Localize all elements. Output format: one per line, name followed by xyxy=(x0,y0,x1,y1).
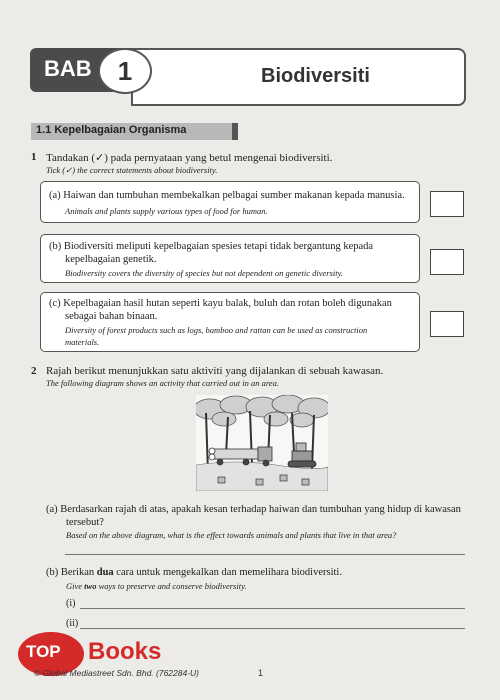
answer-label-ii: (ii) xyxy=(66,618,79,629)
statement-b-english: Biodiversity covers the diversity of species but not dependent on genetic diversity. xyxy=(65,268,344,278)
answer-line-2b-ii[interactable] xyxy=(80,628,465,629)
question-2a-text: (a) Berdasarkan rajah di atas, apakah kesan terhadap haiwan dan tumbuhan yang hidup di kawasan xyxy=(46,504,461,515)
question-number: 2 xyxy=(31,365,37,377)
statement-a-text: (a) Haiwan dan tumbuhan membekalkan pelbagai sumber makanan kepada manusia. xyxy=(49,190,405,201)
statement-c-text-2: sebagai bahan binaan. xyxy=(65,311,158,322)
tick-box-a[interactable] xyxy=(430,191,464,217)
worksheet-page: BAB 1 Biodiversiti 1.1 Kepelbagaian Organisma 1 Tandakan (✓) pada pernyataan yang betul mengenai biodiversiti. Tick (✓) the correct statements about biodiversity. (a) Haiwan dan tumbuhan membekalkan pelbagai sumber makanan kepada manusia. Animals and plants supply various types of food for human. (b) Biodiversiti meliputi kepelbagaian spesies tetapi tidak bergantung kepada kepelbagaian genetik. Biodiversity covers the diversity of species but not dependent on genetic diversity. (c) Kepelbagaian hasil hutan seperti kayu balak, buluh dan rotan boleh digunakan sebagai bahan binaan. Diversity of forest products such as logs, bamboo and rattan can be used as construction materials. 2 Rajah berikut menunjukkan satu aktiviti yang dijalankan di sebuah kawasan. The following diagram shows an activity that carried out in an area. (a) Berdasarkan rajah di atas, apakah kesan terhadap haiwan dan tumbuhan yang hidup di kawasan tersebut? Based on the above diagram, what is the effect towards animals and plants that live in that area? (b) Berikan dua cara untuk mengekalkan dan memelihara biodiversiti. Give two ways to preserve and conserve biodiversity. (i) (ii) TOP Books © Global Mediastreet Sdn. Bhd. (762284-U) 1 xyxy=(0,0,500,700)
tick-box-c[interactable] xyxy=(430,311,464,337)
section-title: 1.1 Kepelbagaian Organisma xyxy=(36,124,187,136)
answer-label-i: (i) xyxy=(66,598,76,609)
copyright: © Global Mediastreet Sdn. Bhd. (762284-U) xyxy=(34,668,200,678)
question-number: 1 xyxy=(31,151,37,163)
question-prompt: Rajah berikut menunjukkan satu aktiviti yang dijalankan di sebuah kawasan. xyxy=(46,365,384,377)
question-prompt: Tandakan (✓) pada pernyataan yang betul mengenai biodiversiti. xyxy=(46,152,333,164)
statement-b-box xyxy=(40,234,420,283)
chapter-label: BAB xyxy=(44,56,92,81)
question-2b-english: Give two ways to preserve and conserve biodiversity. xyxy=(66,581,247,591)
question-prompt-english: The following diagram shows an activity that carried out in an area. xyxy=(46,378,279,388)
chapter-title: Biodiversiti xyxy=(261,65,370,87)
statement-c-english-2: materials. xyxy=(65,337,100,347)
statement-c-text: (c) Kepelbagaian hasil hutan seperti kayu balak, buluh dan rotan boleh digunakan xyxy=(49,298,392,309)
question-prompt-english: Tick (✓) the correct statements about biodiversity. xyxy=(46,165,218,175)
statement-a-box xyxy=(40,181,420,223)
statement-a-english: Animals and plants supply various types of food for human. xyxy=(65,206,268,216)
statement-b-text: (b) Biodiversiti meliputi kepelbagaian spesies tetapi tidak bergantung kepada xyxy=(49,241,374,252)
chapter-number: 1 xyxy=(98,48,152,94)
question-2a-english: Based on the above diagram, what is the effect towards animals and plants that live in that area? xyxy=(66,530,397,540)
answer-line-2a[interactable] xyxy=(65,554,465,555)
statement-b-text-2: kepelbagaian genetik. xyxy=(65,254,157,265)
question-2b-text: (b) Berikan dua cara untuk mengekalkan dan memelihara biodiversiti. xyxy=(46,567,342,578)
statement-c-box xyxy=(40,292,420,352)
tick-box-b[interactable] xyxy=(430,249,464,275)
answer-line-2b-i[interactable] xyxy=(80,608,465,609)
statement-c-english: Diversity of forest products such as logs, bamboo and rattan can be used as construction xyxy=(65,325,368,335)
page-number: 1 xyxy=(258,668,264,678)
logging-illustration xyxy=(196,395,328,491)
question-2a-text-2: tersebut? xyxy=(66,517,104,528)
